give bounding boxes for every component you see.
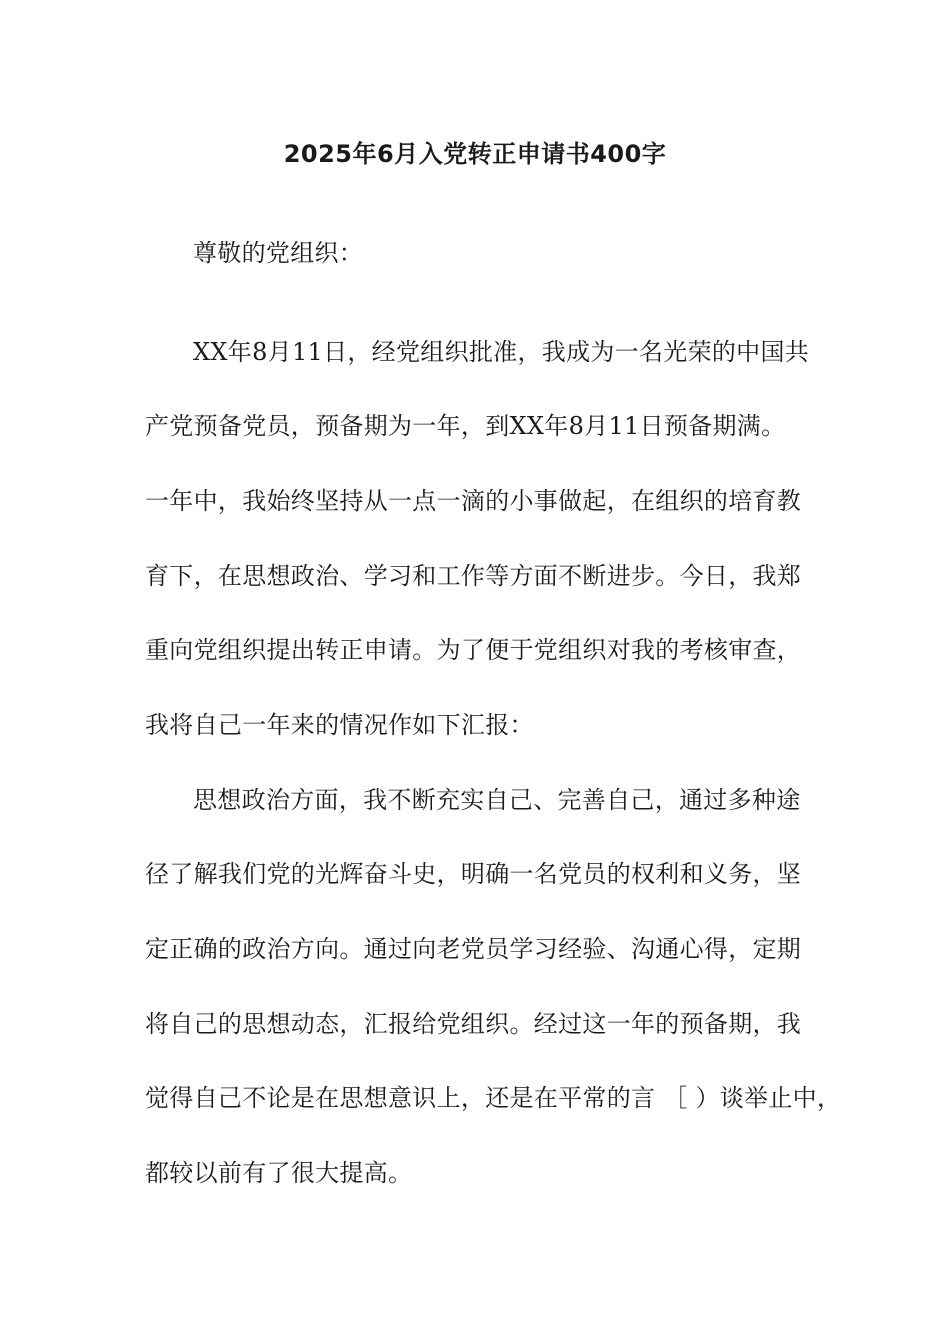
paragraph-line: 定正确的政治方向。通过向老党员学习经验、沟通心得，定期 (145, 935, 802, 963)
paragraph-line: 产党预备党员，预备期为一年，到XX年8月11日预备期满。 (145, 412, 786, 440)
paragraph-line: 育下，在思想政治、学习和工作等方面不断进步。今日，我郑 (145, 562, 802, 590)
paragraph-line: 重向党组织提出转正申请。为了便于党组织对我的考核审查， (145, 636, 802, 664)
paragraph-line: 思想政治方面，我不断充实自己、完善自己，通过多种途 (193, 786, 801, 814)
salutation: 尊敬的党组织： (193, 239, 364, 267)
paragraph-line: 径了解我们党的光辉奋斗史，明确一名党员的权利和义务，坚 (145, 860, 802, 888)
paragraph-line: 一年中，我始终坚持从一点一滴的小事做起，在组织的培育教 (145, 487, 802, 515)
paragraph-line: XX年8月11日，经党组织批准，我成为一名光荣的中国共 (193, 338, 810, 366)
paragraph-line: 我将自己一年来的情况作如下汇报： (145, 711, 534, 739)
paragraph-line: 将自己的思想动态，汇报给党组织。经过这一年的预备期，我 (145, 1010, 802, 1038)
paragraph-line: 觉得自己不论是在思想意识上，还是在平常的言 ［ ）谈举止中， (145, 1084, 842, 1112)
document-title: 2025年6月入党转正申请书400字 (283, 140, 667, 168)
paragraph-line: 都较以前有了很大提高。 (145, 1159, 413, 1187)
